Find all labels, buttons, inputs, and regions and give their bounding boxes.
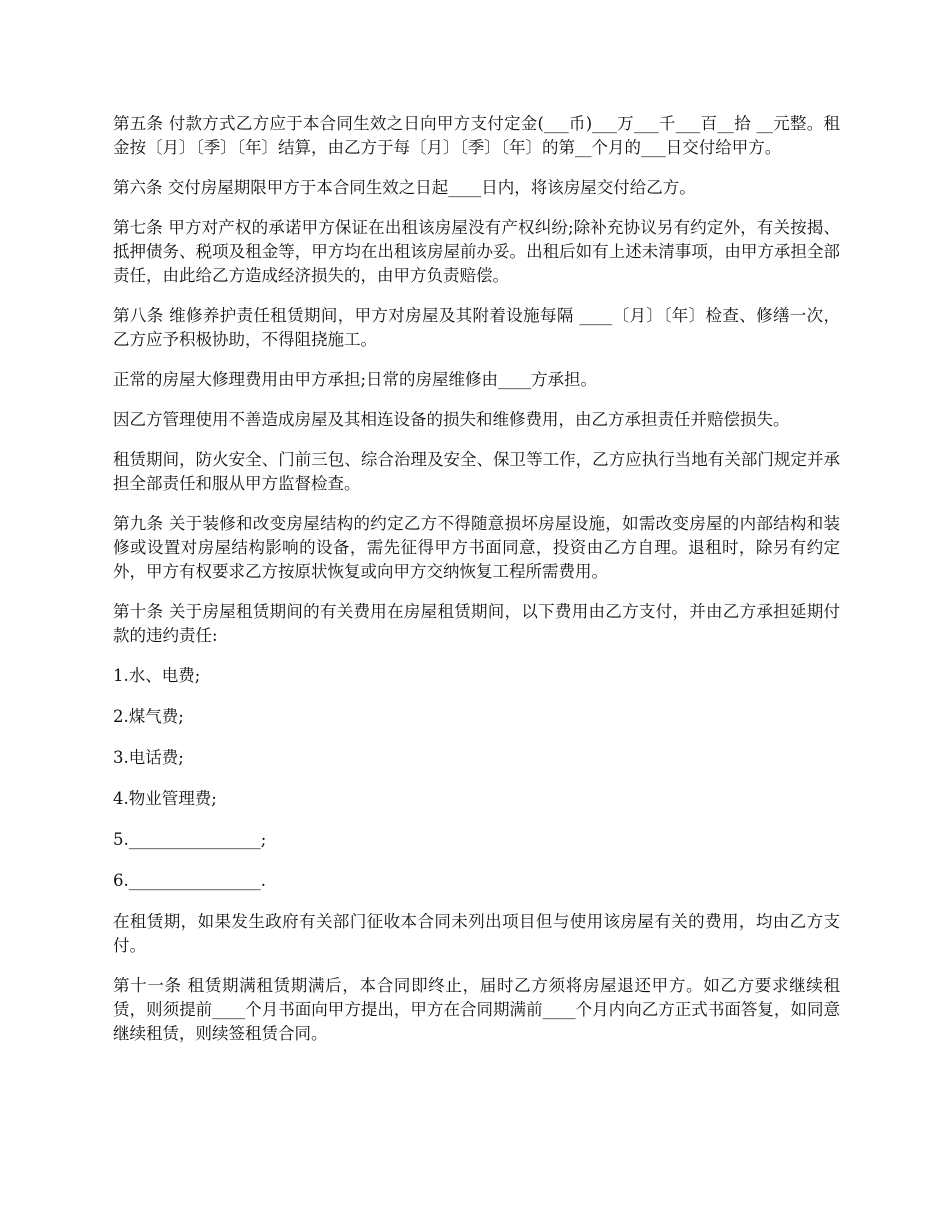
paragraph-major-repair: 正常的房屋大修理费用由甲方承担;日常的房屋维修由____方承担。 — [113, 370, 598, 389]
list-item-fee-3: 3.电话费; — [113, 748, 184, 767]
paragraph-article-10: 第十条 关于房屋租赁期间的有关费用在房屋租赁期间，以下费用由乙方支付，并由乙方承担延期付款的违约责任: — [113, 602, 840, 645]
paragraph-article-9: 第九条 关于装修和改变房屋结构的约定乙方不得随意损坏房屋设施，如需改变房屋的内部结构和装修或设置对房屋结构影响的设备，需先征得甲方书面同意，投资由乙方自理。退租时，除另有约定外，甲方有权要求乙方按原状恢复或向甲方交纳恢复工程所需费用。 — [113, 514, 840, 581]
list-item-fee-6: 6.________________. — [113, 871, 266, 890]
list-item-fee-4: 4.物业管理费; — [113, 789, 217, 808]
list-item-fee-2: 2.煤气费; — [113, 707, 184, 726]
list-item-fee-5: 5.________________; — [113, 830, 267, 849]
list-item-fee-1: 1.水、电费; — [113, 666, 201, 685]
paragraph-government-fees: 在租赁期，如果发生政府有关部门征收本合同未列出项目但与使用该房屋有关的费用，均由乙方支付。 — [113, 912, 840, 955]
paragraph-article-7: 第七条 甲方对产权的承诺甲方保证在出租该房屋没有产权纠纷;除补充协议另有约定外，有关按揭、抵押债务、税项及租金等，甲方均在出租该房屋前办妥。出租后如有上述未清事项，由甲方承担全部责任，由此给乙方造成经济损失的，由甲方负责赔偿。 — [113, 218, 840, 285]
paragraph-article-5: 第五条 付款方式乙方应于本合同生效之日向甲方支付定金(___币)___万___千___百__拾 __元整。租金按〔月〕〔季〕〔年〕结算，由乙方于每〔月〕〔季〕〔年〕的第__个月的___日交付给甲方。 — [113, 114, 840, 157]
paragraph-article-8: 第八条 维修养护责任租赁期间，甲方对房屋及其附着设施每隔 ____〔月〕〔年〕检查、修缮一次，乙方应予积极协助，不得阻挠施工。 — [113, 306, 840, 349]
paragraph-safety-duties: 租赁期间，防火安全、门前三包、综合治理及安全、保卫等工作，乙方应执行当地有关部门规定并承担全部责任和服从甲方监督检查。 — [113, 450, 840, 493]
paragraph-article-11: 第十一条 租赁期满租赁期满后，本合同即终止，届时乙方须将房屋退还甲方。如乙方要求继续租赁，则须提前____个月书面向甲方提出，甲方在合同期满前____个月内向乙方正式书面答复，如同意继续租赁，则续签租赁合同。 — [113, 976, 840, 1043]
paragraph-tenant-damage: 因乙方管理使用不善造成房屋及其相连设备的损失和维修费用，由乙方承担责任并赔偿损失。 — [113, 410, 790, 429]
paragraph-article-6: 第六条 交付房屋期限甲方于本合同生效之日起____日内，将该房屋交付给乙方。 — [113, 178, 696, 197]
document-body — [113, 112, 840, 1062]
